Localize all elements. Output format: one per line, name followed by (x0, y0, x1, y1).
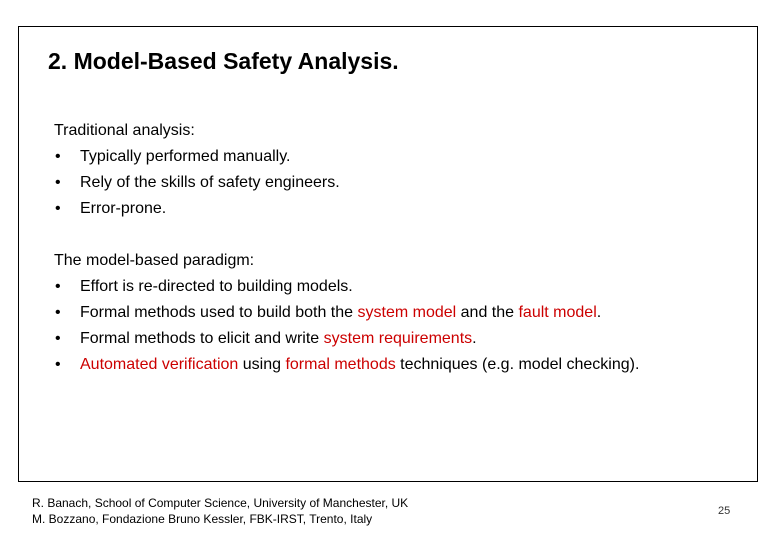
page-number: 25 (718, 505, 731, 517)
list-item (54, 352, 639, 378)
list-item-text: using (238, 356, 286, 373)
bullet-list (54, 144, 340, 222)
list-item (54, 170, 340, 196)
bullet-icon: • (55, 304, 61, 321)
model-based-paradigm-section (54, 248, 639, 378)
bullet-icon: • (55, 330, 61, 347)
section-heading: Traditional analysis: (54, 122, 195, 139)
list-item-text: techniques (e.g. model checking). (395, 356, 640, 373)
bullet-icon: • (55, 200, 61, 217)
bullet-icon: • (55, 174, 61, 191)
traditional-analysis-section (54, 118, 340, 222)
list-item-text: Typically performed manually. (80, 148, 291, 165)
section-heading: The model-based paradigm: (54, 252, 255, 269)
list-item-text: Formal methods to elicit and write (80, 330, 324, 347)
highlighted-term: system requirements (323, 330, 473, 347)
bullet-list (54, 274, 639, 378)
list-item-text: . (472, 330, 477, 347)
list-item-text: and the (456, 304, 519, 321)
highlighted-term: system model (357, 304, 457, 321)
list-item-text: Effort is re-directed to building models. (80, 278, 353, 295)
list-item (54, 300, 639, 326)
highlighted-term: fault model (518, 304, 597, 321)
highlighted-term: formal methods (285, 356, 396, 373)
footer-credits (32, 495, 408, 527)
footer-line: R. Banach, School of Computer Science, University of Manchester, UK (32, 496, 409, 510)
bullet-icon: • (55, 148, 61, 165)
list-item-text: Error-prone. (80, 200, 167, 217)
list-item-text: . (596, 304, 602, 321)
list-item-text: Rely of the skills of safety engineers. (80, 174, 340, 191)
footer-line: M. Bozzano, Fondazione Bruno Kessler, FBK-IRST, Trento, Italy (32, 512, 373, 526)
highlighted-term: Automated verification (80, 356, 239, 373)
bullet-icon: • (55, 356, 61, 373)
list-item (54, 274, 639, 300)
slide-title: 2. Model-Based Safety Analysis. (48, 48, 399, 74)
list-item (54, 196, 340, 222)
list-item (54, 144, 340, 170)
bullet-icon: • (55, 278, 61, 295)
list-item (54, 326, 639, 352)
list-item-text: Formal methods used to build both the (80, 304, 358, 321)
